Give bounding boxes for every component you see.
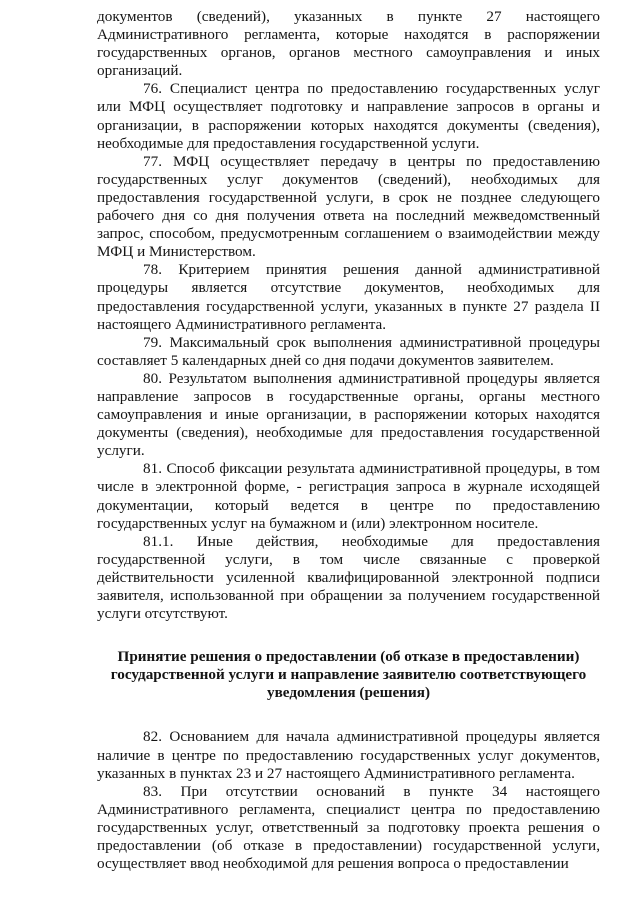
section-heading-line-1: Принятие решения о предоставлении (об отказе в предоставлении) [117,648,580,666]
section-heading-line-2: государственной услуги и направление заявителю соответствующего [110,666,587,684]
paragraph-81-1: 81.1. Иные действия, необходимые для предоставления государственной услуги, в том числе связанные с проверкой действительности усиленной квалифицированной электронной подписи заявителя, использованной при обращении за получением государственной услуги отсутствуют. [97,532,600,623]
paragraph-81: 81. Способ фиксации результата административной процедуры, в том числе в электронной форме, - регистрация запроса в журнале исходящей документации, который ведется в центре по предоставлению государственных услуг на бумажном и (или) электронном носителе. [97,460,600,532]
paragraph-83: 83. При отсутствии оснований в пункте 34 настоящего Административного регламента, специалист центра по предоставлению государственных услуг, ответственный за подготовку проекта решения о предоставлении (об отказе в предоставлении) государственной услуги, осуществляет ввод необходимой для решения вопроса о предоставлении [97,782,600,873]
paragraph-79: 79. Максимальный срок выполнения административной процедуры составляет 5 календарных дней со дня подачи документов заявителем. [97,333,600,369]
section-heading-line-3: уведомления (решения) [266,684,431,702]
paragraph-continuation: документов (сведений), указанных в пункте 27 настоящего Административного регламента, которые находятся в распоряжении государственных органов, органов местного самоуправления и иных организаций. [97,8,600,80]
document-page [97,8,600,873]
section-heading [97,648,600,702]
paragraph-82: 82. Основанием для начала административной процедуры является наличие в центре по предоставлению государственных услуг документов, указанных в пунктах 23 и 27 настоящего Административного регламента. [97,728,600,782]
paragraph-80: 80. Результатом выполнения административной процедуры является направление запросов в государственные органы, органы местного самоуправления и иные организации, в распоряжении которых находятся документы (сведения), необходимые для предоставления государственной услуги. [97,369,600,460]
paragraph-76: 76. Специалист центра по предоставлению государственных услуг или МФЦ осуществляет подготовку и направление запросов в органы и организации, в распоряжении которых находятся документы (сведения), необходимые для предоставления государственной услуги. [97,80,600,152]
paragraph-78: 78. Критерием принятия решения данной административной процедуры является отсутствие документов, необходимых для предоставления государственной услуги, указанных в пункте 27 раздела II настоящего Административного регламента. [97,261,600,333]
paragraph-77: 77. МФЦ осуществляет передачу в центры по предоставлению государственных услуг документов (сведений), необходимых для предоставления государственной услуги, в срок не позднее следующего рабочего дня со дня получения ответа на последний межведомственный запрос, способом, предусмотренным соглашением о взаимодействии между МФЦ и Министерством. [97,152,600,261]
